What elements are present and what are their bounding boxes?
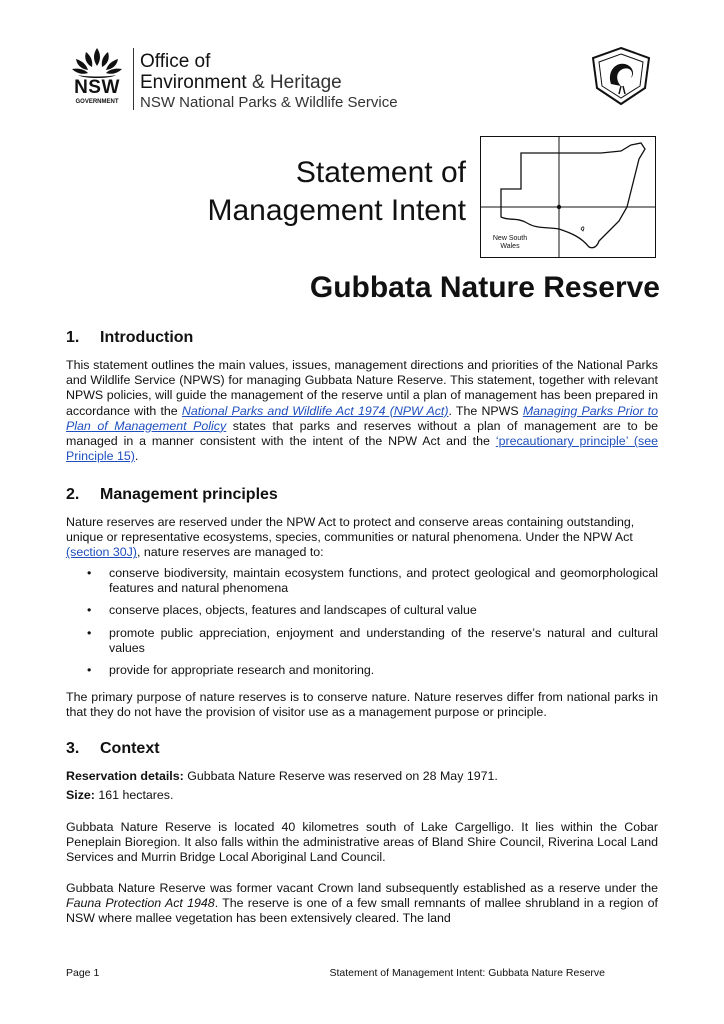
title-line2: Management Intent (207, 194, 466, 227)
org-name-environment: Environment (140, 72, 252, 93)
introduction-paragraph: This statement outlines the main values, issues, management directions and priorities of the National Parks and Wildlife Service (NPWS) for managing Gubbata Nature Reserve. This statement, together with relevant NPWS policies, will guide the management of the reserve until a plan of management has been prepared in accordance with the National Parks and Wildlife Act 1974 (NPW Act). The NPWS Managing Parks Prior to Plan of Management Policy states that parks and reserves without a plan of management are to be managed in a manner consistent with the intent of the NPW Act and the ‘precautionary principle’ (see Principle 15). (66, 358, 658, 464)
nsw-logo-subtext: GOVERNMENT (75, 99, 119, 105)
reservation-details: Reservation details: Gubbata Nature Reserve was reserved on 28 May 1971. (66, 769, 498, 783)
management-principles-intro: Nature reserves are reserved under the NPW Act to protect and conserve areas containing outstanding, unique or representative ecosystems, species, communities or natural phenomena. Under the NPW Act (section 30J), nature reserves are managed to: (66, 515, 635, 560)
section-number: 2. (66, 486, 80, 503)
list-item: • conserve biodiversity, maintain ecosystem functions, and protect geological and geomorphological features and natural phenomena (66, 566, 658, 596)
org-name-line1: Office of (140, 51, 211, 72)
logo-divider (133, 48, 134, 110)
reserve-name-title: Gubbata Nature Reserve (309, 271, 660, 304)
management-principles-list (66, 566, 658, 685)
nsw-logo-text: NSW (74, 77, 120, 98)
map-label: New South Wales (492, 235, 528, 250)
section-heading-introduction (66, 328, 193, 348)
reserve-location-dot (557, 205, 561, 209)
section-heading-context (66, 739, 160, 759)
managing-parks-policy-link[interactable]: Managing Parks Prior to Plan of Management Policy (66, 403, 658, 433)
npws-badge-logo (585, 44, 657, 108)
section-heading-management-principles (66, 485, 278, 505)
management-principles-closing: The primary purpose of nature reserves is to conserve nature. Nature reserves differ from national parks in that they do not have the provision of visitor use as a management purpose or principle. (66, 690, 658, 720)
section-title: Context (100, 740, 160, 757)
footer-page-number: Page 1 (66, 967, 100, 979)
context-paragraph-location: Gubbata Nature Reserve is located 40 kilometres south of Lake Cargelligo. It lies within the Cobar Peneplain Bioregion. It also falls within the administrative areas of Bland Shire Council, Riverina Local Land Services and Murrin Bridge Local Aboriginal Land Council. (66, 820, 658, 865)
context-paragraph-history: Gubbata Nature Reserve was former vacant Crown land subsequently established as a reserve under the Fauna Protection Act 1948. The reserve is one of a few small remnants of mallee shrubland in a region of NSW where mallee vegetation has been extensively cleared. The land (66, 881, 658, 926)
document-type-title (207, 154, 466, 230)
org-name-line3: NSW National Parks & Wildlife Service (140, 94, 398, 111)
lyrebird-emblem-icon (585, 44, 657, 108)
list-item: • provide for appropriate research and monitoring. (66, 663, 658, 678)
list-item: • promote public appreciation, enjoyment and understanding of the reserve’s natural and cultural values (66, 626, 658, 656)
section-number: 1. (66, 329, 80, 346)
title-line1: Statement of (295, 156, 466, 189)
org-name-line2 (140, 72, 342, 93)
section-title: Management principles (100, 486, 278, 503)
nsw-locator-map (480, 136, 656, 258)
section-title: Introduction (100, 329, 194, 346)
nsw-government-logo (66, 44, 128, 110)
section-30j-link[interactable]: (section 30J) (66, 545, 137, 560)
reserve-size: Size: 161 hectares. (66, 788, 174, 802)
list-item: • conserve places, objects, features and landscapes of cultural value (66, 603, 658, 618)
section-number: 3. (66, 740, 80, 757)
footer-document-title: Statement of Management Intent: Gubbata Nature Reserve (329, 967, 605, 979)
precautionary-principle-link[interactable]: ‘precautionary principle’ (see Principle 15) (66, 434, 658, 464)
npw-act-link[interactable]: National Parks and Wildlife Act 1974 (NPW Act) (181, 403, 449, 418)
org-name-heritage: & Heritage (251, 72, 342, 93)
